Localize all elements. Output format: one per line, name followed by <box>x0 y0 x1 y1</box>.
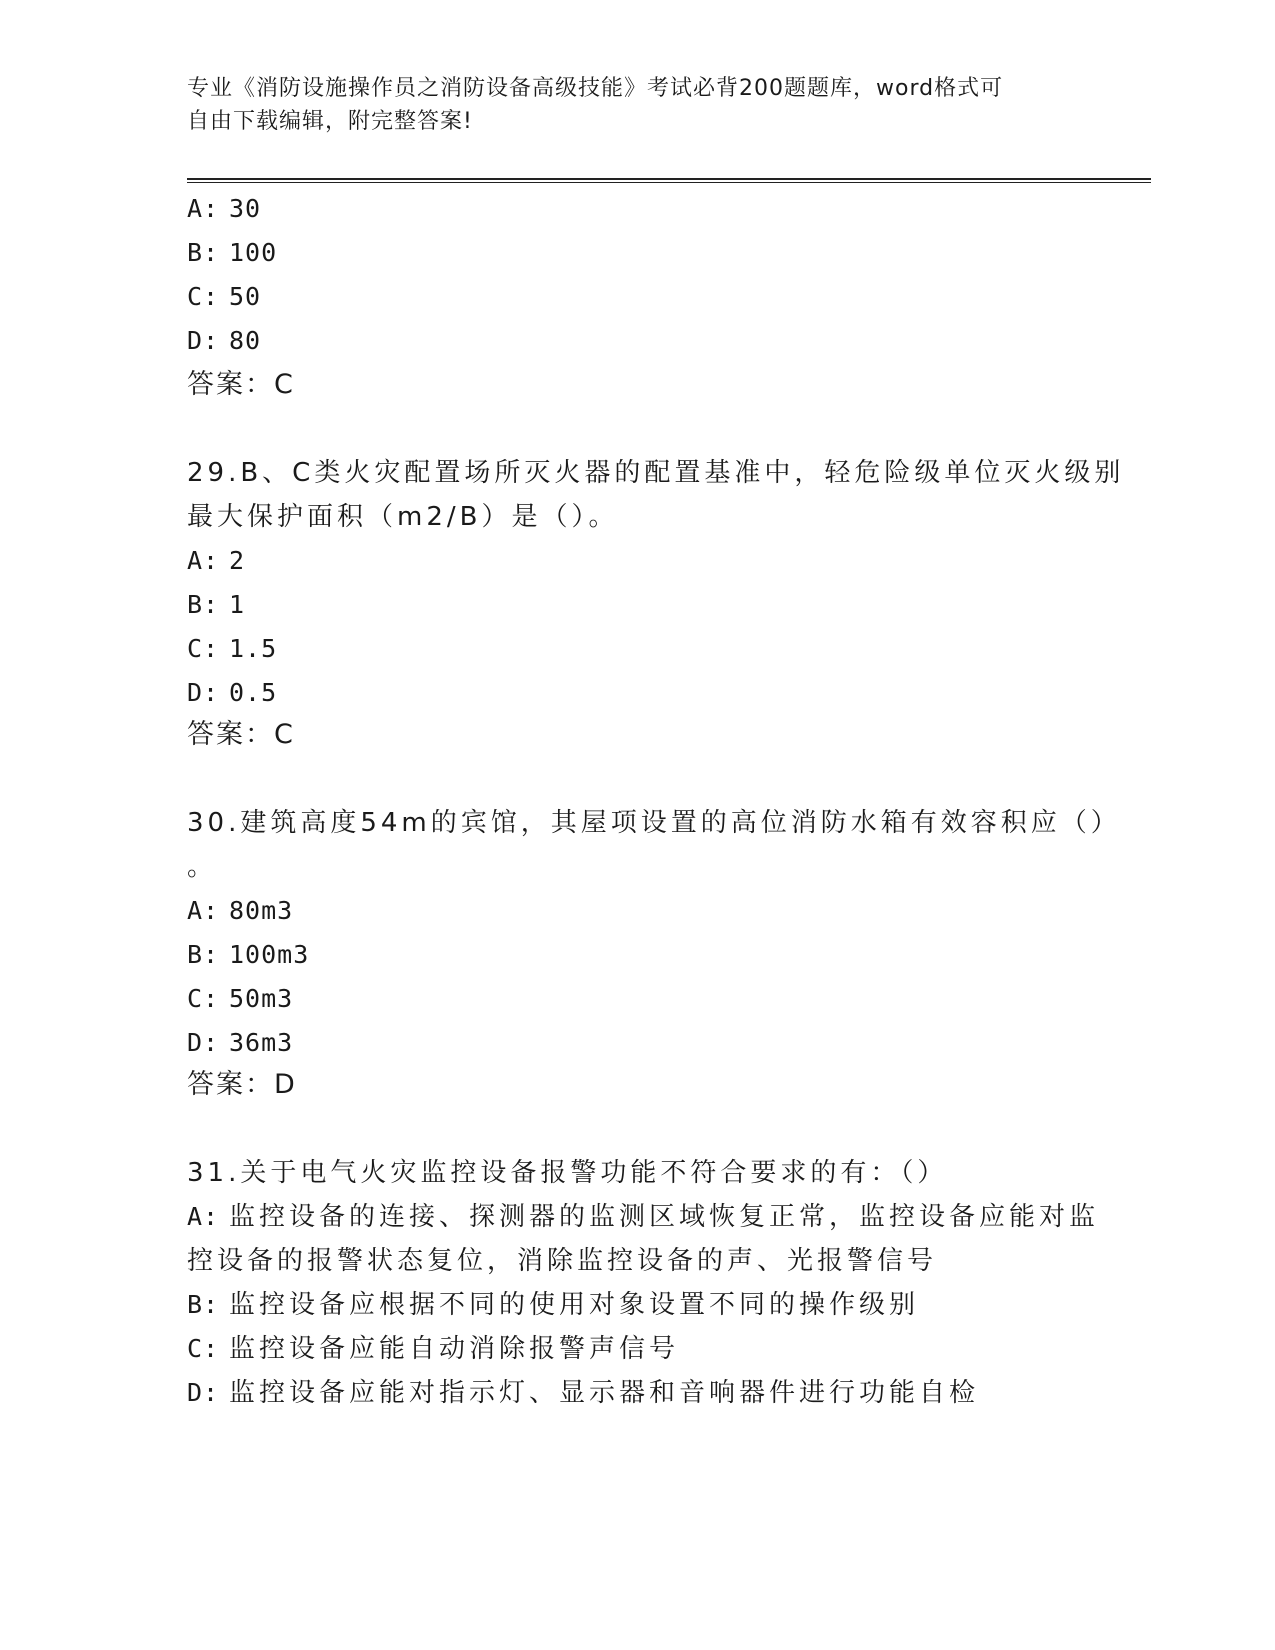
q29-option-c <box>187 634 277 664</box>
option-text: 1 <box>229 590 246 619</box>
header-line-2: 自由下载编辑，附完整答案! <box>187 109 473 134</box>
option-text: 2 <box>229 546 246 575</box>
q31-option-c <box>187 1334 679 1364</box>
option-label: A: <box>187 194 220 223</box>
option-label: C: <box>187 984 220 1013</box>
option-text: 1.5 <box>229 634 278 663</box>
q29-question-line-1: 29.B、C类火灾配置场所灭火器的配置基准中，轻危险级单位灭火级别 <box>187 458 1125 488</box>
option-label: D: <box>187 326 220 355</box>
q31-question-line-1: 31.关于电气火灾监控设备报警功能不符合要求的有：（） <box>187 1158 948 1188</box>
option-text: 80m3 <box>229 896 294 925</box>
option-label: C: <box>187 634 220 663</box>
q30-option-d <box>187 1028 293 1058</box>
option-label: B: <box>187 590 220 619</box>
option-label: A: <box>187 1202 220 1231</box>
q28-option-d <box>187 326 261 356</box>
q28-option-a <box>187 194 261 224</box>
q28-option-c <box>187 282 261 312</box>
option-label: B: <box>187 238 220 267</box>
option-label: D: <box>187 678 220 707</box>
option-text: 控设备的报警状态复位，消除监控设备的声、光报警信号 <box>187 1246 938 1276</box>
q30-option-a <box>187 896 293 926</box>
q30-option-b <box>187 940 309 970</box>
option-text: 100 <box>229 238 278 267</box>
q31-option-a-continued <box>187 1246 937 1276</box>
option-label: C: <box>187 1334 220 1363</box>
option-text: 监控设备应能对指示灯、显示器和音响器件进行功能自检 <box>229 1378 980 1408</box>
q30-answer: 答案：D <box>187 1069 297 1100</box>
q29-option-b <box>187 590 245 620</box>
option-text: 36m3 <box>229 1028 294 1057</box>
header-divider <box>187 178 1151 180</box>
q29-question-line-2: 最大保护面积（m2/B）是（）。 <box>187 502 619 532</box>
q29-option-a <box>187 546 245 576</box>
option-text: 30 <box>229 194 262 223</box>
q30-question-line-2: 。 <box>187 852 218 882</box>
q28-answer: 答案：C <box>187 369 295 400</box>
header-divider-thin <box>187 182 1151 183</box>
option-label: D: <box>187 1378 220 1407</box>
option-text: 监控设备应根据不同的使用对象设置不同的操作级别 <box>229 1290 920 1320</box>
option-text: 100m3 <box>229 940 310 969</box>
option-label: A: <box>187 896 220 925</box>
document-header <box>187 72 1067 138</box>
q29-option-d <box>187 678 277 708</box>
q28-option-b <box>187 238 277 268</box>
option-text: 0.5 <box>229 678 278 707</box>
option-label: A: <box>187 546 220 575</box>
option-label: C: <box>187 282 220 311</box>
option-text: 80 <box>229 326 262 355</box>
q31-option-b <box>187 1290 919 1320</box>
option-label: B: <box>187 1290 220 1319</box>
option-text: 监控设备应能自动消除报警声信号 <box>229 1334 680 1364</box>
header-line-1: 专业《消防设施操作员之消防设备高级技能》考试必背200题题库，word格式可 <box>187 76 1004 101</box>
option-text: 50 <box>229 282 262 311</box>
q29-answer: 答案：C <box>187 719 295 750</box>
option-text: 50m3 <box>229 984 294 1013</box>
option-label: D: <box>187 1028 220 1057</box>
q31-option-a <box>187 1202 1099 1232</box>
q30-option-c <box>187 984 293 1014</box>
option-text: 监控设备的连接、探测器的监测区域恢复正常，监控设备应能对监 <box>229 1202 1100 1232</box>
q30-question-line-1: 30.建筑高度54m的宾馆，其屋项设置的高位消防水箱有效容积应（） <box>187 808 1121 838</box>
q31-option-d <box>187 1378 979 1408</box>
option-label: B: <box>187 940 220 969</box>
